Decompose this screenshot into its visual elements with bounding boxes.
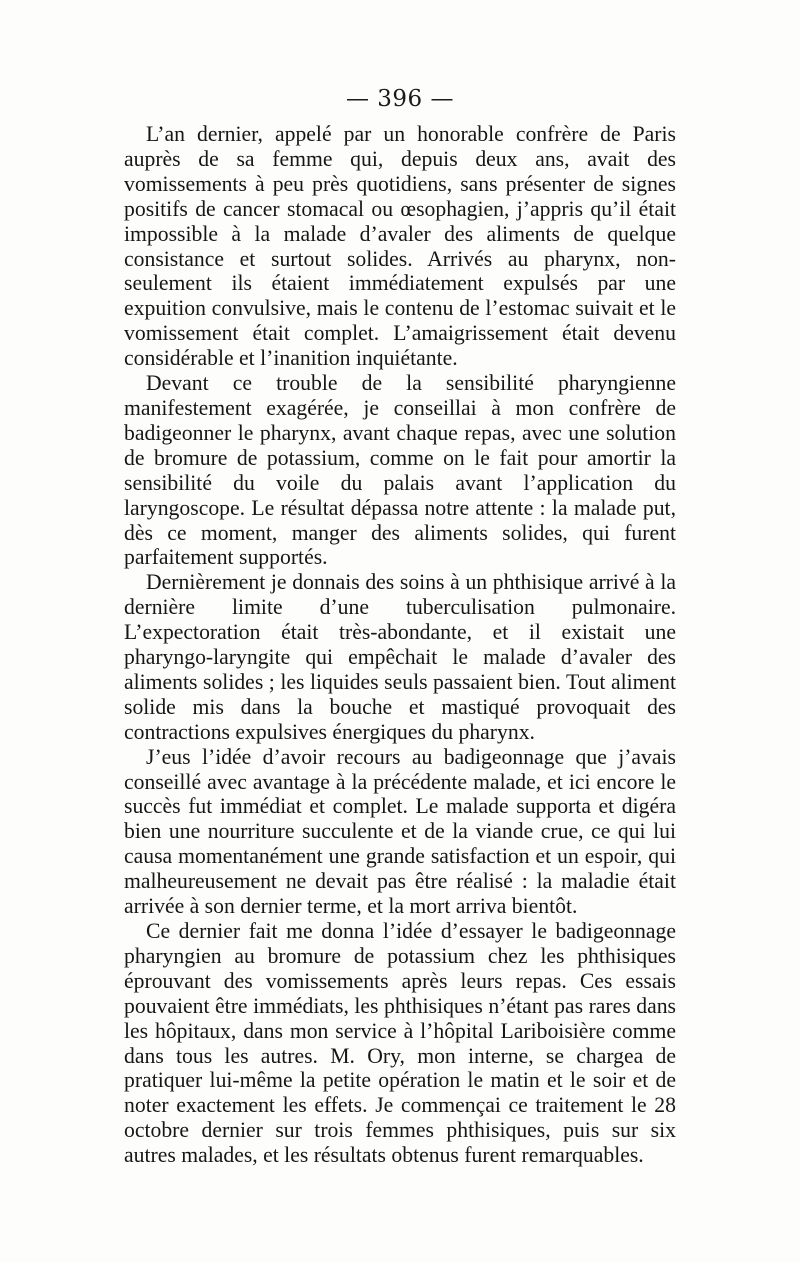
paragraph-1: L’an dernier, appelé par un honorable confrère de Paris auprès de sa femme qui, depuis deux ans, avait des vomissements à peu près quotidiens, sans présenter de signes positifs de cancer stomacal ou œsophagien, j’appris qu’il était impossible à la malade d’avaler des aliments de quelque consistance et surtout solides. Arrivés au pharynx, non-seulement ils étaient immédiatement expulsés par une expuition convulsive, mais le contenu de l’estomac suivait et le vomissement était complet. L’amaigrissement était devenu considérable et l’inanition inquiétante. bbox=[124, 122, 676, 371]
paragraph-5: Ce dernier fait me donna l’idée d’essayer le badigeonnage pharyngien au bromure de potassium chez les phthisiques éprouvant des vomissements après leurs repas. Ces essais pouvaient être immédiats, les phthisiques n’étant pas rares dans les hôpitaux, dans mon service à l’hôpital Lariboisière comme dans tous les autres. M. Ory, mon interne, se chargea de pratiquer lui-même la petite opération le matin et le soir et de noter exactement les effets. Je commençai ce traitement le 28 octobre dernier sur trois femmes phthisiques, puis sur six autres malades, et les résultats obtenus furent remarquables. bbox=[124, 919, 676, 1168]
body-text bbox=[124, 122, 676, 1168]
paragraph-3: Dernièrement je donnais des soins à un phthisique arrivé à la dernière limite d’une tuberculisation pulmonaire. L’expectoration était très-abondante, et il existait une pharyngo-laryngite qui empêchait le malade d’avaler des aliments solides ; les liquides seuls passaient bien. Tout aliment solide mis dans la bouche et mastiqué provoquait des contractions expulsives énergiques du pharynx. bbox=[124, 570, 676, 744]
page-number: — 396 — bbox=[345, 86, 455, 112]
paragraph-2: Devant ce trouble de la sensibilité pharyngienne manifestement exagérée, je conseillai à mon confrère de badigeonner le pharynx, avant chaque repas, avec une solution de bromure de potassium, comme on le fait pour amortir la sensibilité du voile du palais avant l’application du laryngoscope. Le résultat dépassa notre attente : la malade put, dès ce moment, manger des aliments solides, qui furent parfaitement supportés. bbox=[124, 371, 676, 570]
paragraph-4: J’eus l’idée d’avoir recours au badigeonnage que j’avais conseillé avec avantage à la précédente malade, et ici encore le succès fut immédiat et complet. Le malade supporta et digéra bien une nourriture succulente et de la viande crue, ce qui lui causa momentanément une grande satisfaction et un espoir, qui malheureusement ne devait pas être réalisé : la maladie était arrivée à son dernier terme, et la mort arriva bientôt. bbox=[124, 744, 676, 919]
